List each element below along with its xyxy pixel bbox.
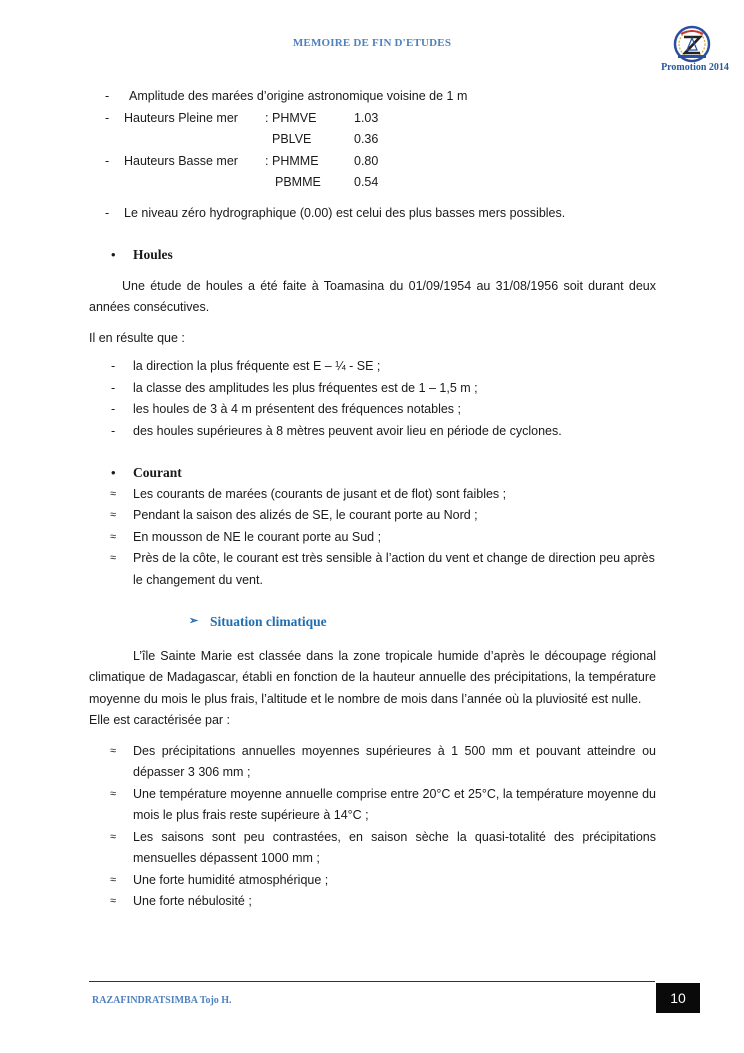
list-item-text: Une forte nébulosité ; [133, 894, 252, 908]
tide-basse-row-1 [89, 151, 656, 173]
bullet-marker: • [111, 465, 116, 480]
tide-value: 0.36 [354, 132, 379, 146]
tide-pleine-row-2 [89, 129, 656, 151]
approx-marker: ≈ [110, 744, 117, 757]
tide-code: PHMVE [272, 110, 317, 125]
tide-pleine-label: Hauteurs Pleine mer [124, 110, 238, 125]
dash-marker: - [111, 423, 116, 438]
approx-marker: ≈ [110, 530, 117, 543]
tide-value: 0.80 [354, 153, 379, 168]
list-item-text: En mousson de NE le courant porte au Sud ; [133, 529, 382, 544]
page-number: 10 [656, 983, 700, 1013]
tide-value: 1.03 [354, 110, 379, 125]
section-title: Houles [133, 247, 173, 262]
list-item [89, 378, 656, 400]
climat-lead-text: Elle est caractérisée par : [89, 713, 231, 727]
dash-marker: - [105, 153, 110, 168]
list-item-text: Près de la côte, le courant est très sensible à l’action du vent et change de direction peu après le changement du vent. [133, 551, 655, 587]
list-item-text: Les saisons sont peu contrastées, en saison sèche la quasi-totalité des précipitations mensuelles dépassent 1000 mm ; [133, 829, 656, 865]
footer-author: RAZAFINDRATSIMBA Tojo H. [92, 995, 232, 1006]
approx-marker: ≈ [110, 895, 117, 907]
courant-list [89, 484, 656, 592]
list-item [89, 356, 656, 378]
tide-basse-label: Hauteurs Basse mer [124, 153, 238, 168]
list-item-text: Pendant la saison des alizés de SE, le courant porte au Nord ; [133, 508, 478, 522]
list-item [89, 548, 656, 591]
dash-marker: - [105, 89, 110, 103]
promotion-label: Promotion 2014 [661, 62, 729, 73]
houles-intro-paragraph: Une étude de houles a été faite à Toamasina du 01/09/1954 au 31/08/1956 soit durant deux années consécutives. [89, 278, 656, 314]
list-item [89, 421, 656, 443]
list-item [89, 891, 656, 913]
section-title: Courant [133, 465, 182, 480]
tide-code: PBMME [275, 175, 321, 189]
list-item [89, 741, 656, 784]
houles-list [89, 356, 656, 442]
tide-value: 0.54 [354, 175, 379, 189]
list-item [89, 484, 656, 506]
list-item-text: la classe des amplitudes les plus fréquentes est de 1 – 1,5 m ; [133, 380, 478, 395]
section-heading-climat [89, 611, 656, 633]
approx-marker: ≈ [110, 487, 117, 500]
dash-marker: - [105, 205, 110, 220]
list-item [89, 399, 656, 421]
tide-basse-row-2 [89, 172, 656, 194]
tide-code: PHMME [272, 153, 319, 168]
approx-marker: ≈ [110, 787, 117, 800]
climat-intro-paragraph: L’île Sainte Marie est classée dans la zone tropicale humide d’après le découpage régional climatique de Madagascar, établi en fonction de la hauteur annuelle des précipitations, la température moyenne du mois le plus frais, l’altitude et le nombre de mois dans l’année où la pluviosité est nulle. [89, 648, 656, 706]
list-item-text: les houles de 3 à 4 m présentent des fréquences notables ; [133, 402, 461, 416]
school-logo-icon [672, 24, 712, 64]
dash-marker: - [105, 110, 110, 125]
section-heading-houles [89, 244, 656, 266]
footer-divider [89, 981, 655, 982]
climat-list [89, 741, 656, 913]
tide-colon: : [265, 110, 269, 125]
list-item [89, 870, 656, 892]
list-item-text: Des précipitations annuelles moyennes supérieures à 1 500 mm et pouvant atteindre ou dépasser 3 306 mm ; [133, 743, 656, 779]
dash-marker: - [111, 402, 116, 416]
bullet-marker: • [111, 247, 116, 262]
page-header-title: MEMOIRE DE FIN D'ETUDES [292, 37, 452, 49]
dash-marker: - [111, 359, 116, 373]
list-item-text: la direction la plus fréquente est E – ¼ - SE ; [133, 359, 381, 373]
approx-marker: ≈ [110, 830, 117, 843]
tide-pleine-row-1 [89, 108, 656, 130]
tide-amplitude-item [89, 86, 656, 108]
list-item [89, 827, 656, 870]
tide-colon: : [265, 153, 269, 168]
tide-zero-item [89, 203, 656, 225]
document-body [89, 86, 656, 913]
arrow-bullet-icon: ➢ [189, 615, 199, 627]
list-item [89, 784, 656, 827]
list-item [89, 527, 656, 549]
tide-amplitude-text: Amplitude des marées d’origine astronomique voisine de 1 m [129, 89, 468, 103]
tide-zero-text: Le niveau zéro hydrographique (0.00) est celui des plus basses mers possibles. [124, 205, 566, 220]
approx-marker: ≈ [110, 509, 117, 521]
list-item-text: des houles supérieures à 8 mètres peuvent avoir lieu en période de cyclones. [133, 423, 562, 438]
list-item-text: Une forte humidité atmosphérique ; [133, 872, 329, 887]
approx-marker: ≈ [110, 873, 117, 886]
tide-code: PBLVE [272, 132, 312, 146]
approx-marker: ≈ [110, 552, 117, 564]
list-item-text: Les courants de marées (courants de jusant et de flot) sont faibles ; [133, 486, 507, 501]
list-item [89, 505, 656, 527]
dash-marker: - [111, 380, 116, 395]
list-item-text: Une température moyenne annuelle comprise entre 20°C et 25°C, la température moyenne du mois le plus frais reste supérieure à 14°C ; [133, 786, 656, 822]
houles-result-text: Il en résulte que : [89, 330, 185, 345]
section-heading-courant [89, 462, 656, 484]
section-title: Situation climatique [210, 614, 327, 629]
